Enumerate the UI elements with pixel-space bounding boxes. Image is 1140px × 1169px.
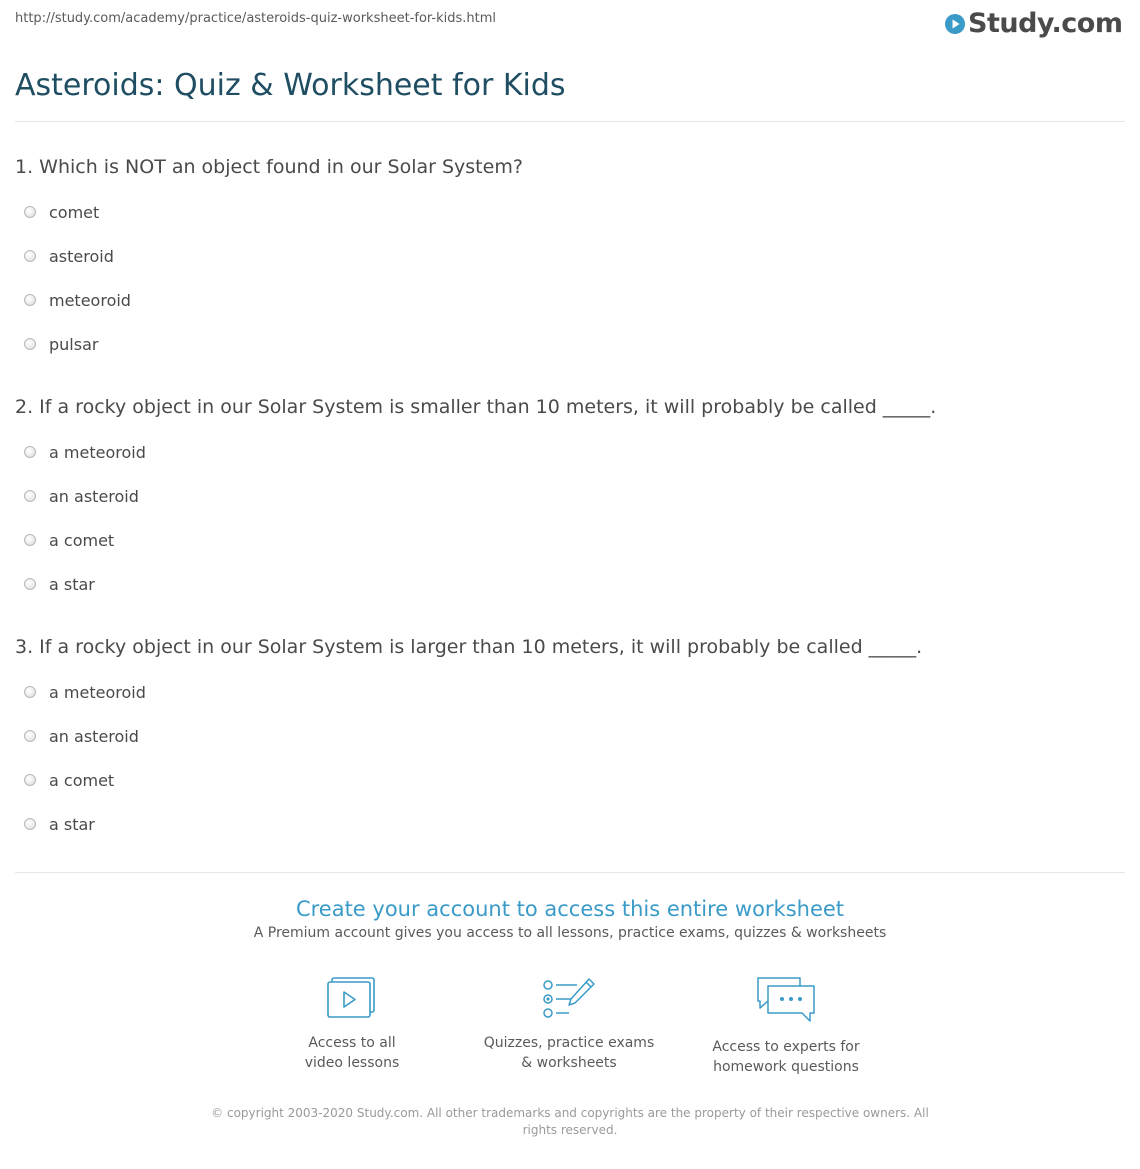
option-label: a meteoroid: [49, 682, 146, 702]
page-title: Asteroids: Quiz & Worksheet for Kids: [15, 68, 566, 103]
chat-bubbles-icon: [754, 975, 818, 1025]
answer-option[interactable]: [15, 562, 1125, 606]
answer-options: [15, 430, 1125, 606]
radio-button[interactable]: [24, 294, 36, 306]
cta-subheading: A Premium account gives you access to all lessons, practice exams, quizzes & worksheets: [253, 925, 887, 941]
option-label: pulsar: [49, 334, 99, 354]
option-label: a meteoroid: [49, 442, 146, 462]
answer-option[interactable]: [15, 714, 1125, 758]
option-label: an asteroid: [49, 486, 139, 506]
radio-button[interactable]: [24, 206, 36, 218]
question-text: 3. If a rocky object in our Solar System is larger than 10 meters, it will probably be called _____.: [15, 636, 923, 658]
radio-button[interactable]: [24, 250, 36, 262]
answer-option[interactable]: [15, 474, 1125, 518]
brand-name: Study.com: [968, 8, 1123, 39]
video-lessons-icon: [326, 975, 378, 1021]
radio-button[interactable]: [24, 774, 36, 786]
option-label: meteoroid: [49, 290, 131, 310]
radio-button[interactable]: [24, 578, 36, 590]
answer-option[interactable]: [15, 802, 1125, 846]
feature-label-line: homework questions: [713, 1059, 859, 1075]
copyright-notice: © copyright 2003-2020 Study.com. All other trademarks and copyrights are the property of their respective owners. All rights reserved.: [211, 1106, 929, 1137]
feature-label-line: & worksheets: [521, 1055, 617, 1071]
answer-option[interactable]: [15, 322, 1125, 366]
feature-video-lessons: [257, 975, 447, 1073]
answer-option[interactable]: [15, 278, 1125, 322]
feature-quizzes: [474, 975, 664, 1073]
quiz-checklist-icon: [541, 975, 597, 1021]
radio-button[interactable]: [24, 730, 36, 742]
signup-cta: [0, 895, 1140, 941]
answer-option[interactable]: [15, 758, 1125, 802]
option-label: asteroid: [49, 246, 114, 266]
answer-option[interactable]: [15, 430, 1125, 474]
study-logo[interactable]: [944, 8, 1122, 39]
feature-experts: [691, 975, 881, 1077]
question-text: 1. Which is NOT an object found in our Solar System?: [15, 156, 523, 178]
answer-option[interactable]: [15, 190, 1125, 234]
feature-label-line: video lessons: [304, 1055, 400, 1071]
cta-heading-link[interactable]: Create your account to access this entire worksheet: [295, 897, 845, 921]
option-label: a star: [49, 574, 95, 594]
radio-button[interactable]: [24, 490, 36, 502]
option-label: a star: [49, 814, 95, 834]
feature-label-line: Access to all: [308, 1035, 396, 1051]
question-3: [15, 634, 1125, 846]
option-label: an asteroid: [49, 726, 139, 746]
radio-button[interactable]: [24, 534, 36, 546]
answer-option[interactable]: [15, 670, 1125, 714]
radio-button[interactable]: [24, 818, 36, 830]
option-label: comet: [49, 202, 100, 222]
radio-button[interactable]: [24, 686, 36, 698]
option-label: a comet: [49, 770, 115, 790]
page-url: http://study.com/academy/practice/asteroids-quiz-worksheet-for-kids.html: [15, 11, 497, 26]
question-text: 2. If a rocky object in our Solar System is smaller than 10 meters, it will probably be called _____.: [15, 396, 937, 418]
premium-features: [0, 975, 1140, 1085]
radio-button[interactable]: [24, 338, 36, 350]
radio-button[interactable]: [24, 446, 36, 458]
divider: [15, 121, 1125, 122]
feature-label-line: Access to experts for: [712, 1039, 860, 1055]
question-2: [15, 394, 1125, 606]
question-1: [15, 154, 1125, 366]
option-label: a comet: [49, 530, 115, 550]
divider: [15, 872, 1125, 873]
answer-options: [15, 190, 1125, 366]
feature-label-line: Quizzes, practice exams: [483, 1035, 655, 1051]
answer-option[interactable]: [15, 518, 1125, 562]
answer-options: [15, 670, 1125, 846]
play-logo-icon: [944, 13, 966, 35]
answer-option[interactable]: [15, 234, 1125, 278]
